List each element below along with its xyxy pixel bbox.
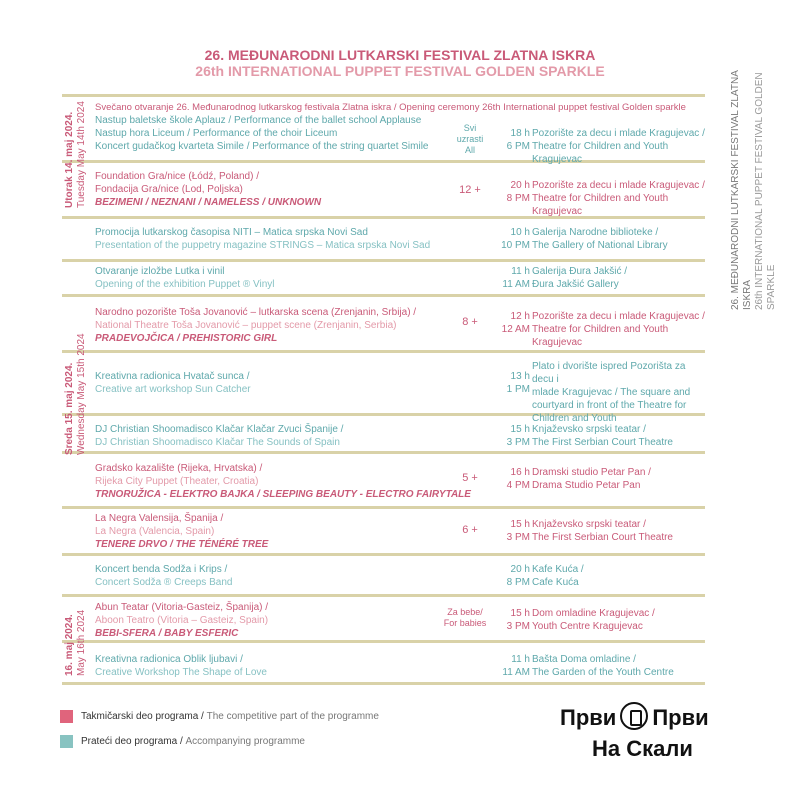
age-label: All [464,145,475,155]
time-en: 3 PM [506,532,530,543]
event-line: Fondacija Gra/nice (Lod, Poljska) [95,184,243,195]
accompanying-swatch [60,735,73,748]
venue-line: The Garden of the Youth Centre [532,667,674,678]
venue-line: Galerija Đura Jakšić / [532,266,628,277]
time-sr: 20 h [510,180,530,191]
legend-competitive-sr: Takmičarski deo programa / [81,711,204,722]
event-line: Creative Workshop The Shape of Love [95,667,267,678]
event-line: La Negra Valensija, Španija / [95,513,224,524]
time-sr: 11 h [511,266,530,277]
venue-line: Youth Centre Kragujevac [532,621,643,632]
festival-title-en: 26th INTERNATIONAL PUPPET FESTIVAL GOLDEN SPARKLE [195,63,605,79]
age-label: 8 + [462,316,478,328]
event-line: Opening of the exhibition Puppet ® Vinyl [95,279,275,290]
divider [62,350,705,353]
venue-line: Pozorište za decu i mlade Kragujevac / [532,128,705,139]
day-sr: Sreda 15. maj 2024. [64,362,75,455]
time-en: 6 PM [506,141,530,152]
time-sr: 16 h [510,467,530,478]
venue-line: Children and Youth [532,413,617,424]
venue-line: The Gallery of National Library [532,240,668,251]
age-label: uzrasti [456,134,484,144]
time-sr: 13 h [510,371,530,382]
legend-accompanying-en: Accompanying programme [185,736,305,747]
event-line: Creative art workshop Sun Catcher [95,384,251,395]
event-title: BEZIMENI / NEZNANI / NAMELESS / UNKNOWN [95,197,322,208]
time-sr: 15 h [510,608,530,619]
event-line: Abun Teatar (Vitoria-Gasteiz, Španija) / [95,602,269,613]
venue-line: The First Serbian Court Theatre [532,437,673,448]
venue-line: Theatre for Children and Youth Kragujevac [532,324,669,348]
age-label: 5 + [462,472,478,484]
side-title [730,50,777,310]
time-en: 3 PM [506,621,530,632]
logo-word: Први [560,705,617,730]
time-en: 11 AM [502,279,530,290]
legend-accompanying-sr: Prateći deo programa / [81,736,183,747]
day-sr: 16. maj 2024. [64,614,75,676]
event-title: PRADEVOJČICA / PREHISTORIC GIRL [95,333,278,344]
age-label: For babies [443,618,487,628]
venue-line: Bašta Doma omladine / [532,654,636,665]
event-line: Nastup baletske škole Aplauz / Performance of the ballet school Applause [95,115,422,126]
venue-line: Knjaževsko srpski teatar / [532,424,646,435]
venue-line: Theatre for Children and Youth Kragujevac [532,193,669,217]
time-en: 4 PM [506,480,530,491]
divider [62,553,705,556]
event-title: TRNORUŽICA - ELEKTRO BAJKA / SLEEPING BEAUTY - ELECTRO FAIRYTALE [95,489,471,500]
venue-line: courtyard in front of the Theatre for [532,400,687,411]
event-title: TENERE DRVO / THE TÉNÉRÉ TREE [95,539,269,550]
time-en: 8 PM [506,193,530,204]
venue-line: Dom omladine Kragujevac / [532,608,655,619]
divider [62,451,705,454]
day-label-wednesday [62,220,90,590]
venue-line: mlade Kragujevac / The square and [532,387,691,398]
event-line: Concert Sodža ® Creeps Band [95,577,233,588]
divider [62,640,705,643]
venue-line: Drama Studio Petar Pan [532,480,641,491]
time-en: 12 AM [501,324,530,335]
event-line: Nastup hora Liceum / Performance of the choir Liceum [95,128,338,139]
event-line: Koncert benda Sodža i Krips / [95,564,228,575]
event-line: Kreativna radionica Oblik ljubavi / [95,654,243,665]
event-line: Narodno pozorište Toša Jovanović – lutkarska scena (Zrenjanin, Srbija) / [95,307,417,318]
day-label-thursday [62,598,90,678]
venue-line: Đura Jakšić Gallery [532,279,619,290]
event-line: Aboon Teatro (Vitoria – Gasteiz, Spain) [95,615,269,626]
event-line: Foundation Gra/nice (Łódź, Poland) / [95,171,259,182]
venue-line: Cafe Kuća [532,577,579,588]
day-en: Tuesday May 14th 2024 [76,101,87,208]
day-sr: Utorak 14. maj 2024. [64,111,75,208]
logo-word: Први [652,705,709,730]
venue-line: Plato i dvorište ispred Pozorišta za decu i [532,361,686,385]
event-line: DJ Christian Shoomadisco Klačar The Sounds of Spain [95,437,340,448]
legend-competitive [60,710,379,723]
day-label-tuesday [62,100,90,210]
age-label: 12 + [459,184,481,196]
legend-accompanying [60,735,305,748]
time-en: 1 PM [506,384,530,395]
divider [62,294,705,297]
event-line: Promocija lutkarskog časopisa NITI – Matica srpska Novi Sad [95,227,368,238]
venue-line: Knjaževsko srpski teatar / [532,519,646,530]
event-line: Otvaranje izložbe Lutka i vinil [95,266,225,277]
venue-line: The First Serbian Court Theatre [532,532,673,543]
time-sr: 12 h [510,311,530,322]
time-sr: 15 h [510,424,530,435]
event-line: Gradsko kazalište (Rijeka, Hrvatska) / [95,463,263,474]
age-label: 6 + [462,524,478,536]
event-line: Presentation of the puppetry magazine STRINGS – Matica srpska Novi Sad [95,240,431,251]
venue-line: Kafe Kuća / [532,564,584,575]
event-line: DJ Christian Shoomadisco Klačar Klačar Zvuci Španije / [95,424,344,435]
day-en: May 16th 2024 [76,609,87,676]
event-title: BEBI-SFERA / BABY ESFERIC [95,628,239,639]
competitive-swatch [60,710,73,723]
logo-word: На Скали [592,736,693,761]
time-en: 8 PM [506,577,530,588]
time-sr: 15 h [510,519,530,530]
venue-line: Theatre for Children and Youth Kragujevac [532,141,669,165]
legend-competitive-en: The competitive part of the programme [206,711,379,722]
festival-title-sr: 26. MEĐUNARODNI LUTKARSKI FESTIVAL ZLATNA ISKRA [204,47,596,63]
age-label: Za bebe/ [447,607,483,617]
divider [62,682,705,685]
divider [62,506,705,509]
event-line: Kreativna radionica Hvatač sunca / [95,371,250,382]
time-sr: 20 h [510,564,530,575]
time-en: 10 PM [501,240,530,251]
event-line: Rijeka City Puppet (Theater, Croatia) [95,476,259,487]
side-title-en: 26th INTERNATIONAL PUPPET FESTIVAL GOLDEN SPARKLE [754,72,777,310]
divider [62,94,705,97]
event-line: La Negra (Valencia, Spain) [95,526,215,537]
event-line: Svečano otvaranje 26. Međunarodnog lutkarskog festivala Zlatna iskra / Opening ceremony 26th International puppet festival Golden sparkle [95,102,686,113]
venue-line: Pozorište za decu i mlade Kragujevac / [532,311,705,322]
accordion-icon [620,702,648,730]
prvi-na-skali-logo [560,700,720,766]
venue-line: Dramski studio Petar Pan / [532,467,651,478]
time-sr: 10 h [510,227,530,238]
day-en: Wednesday May 15th 2024 [76,333,87,455]
side-title-sr: 26. MEĐUNARODNI LUTKARSKI FESTIVAL ZLATNA ISKRA [730,70,753,310]
age-label: Svi [463,123,477,133]
event-line: National Theatre Toša Jovanović – puppet scene (Zrenjanin, Serbia) [95,320,397,331]
divider [62,259,705,262]
time-en: 11 AM [502,667,530,678]
venue-line: Galerija Narodne biblioteke / [532,227,659,238]
divider [62,594,705,597]
time-en: 3 PM [506,437,530,448]
event-line: Koncert gudačkog kvarteta Simile / Performance of the string quartet Simile [95,141,429,152]
time-sr: 18 h [510,128,530,139]
time-sr: 11 h [511,654,530,665]
venue-line: Pozorište za decu i mlade Kragujevac / [532,180,705,191]
